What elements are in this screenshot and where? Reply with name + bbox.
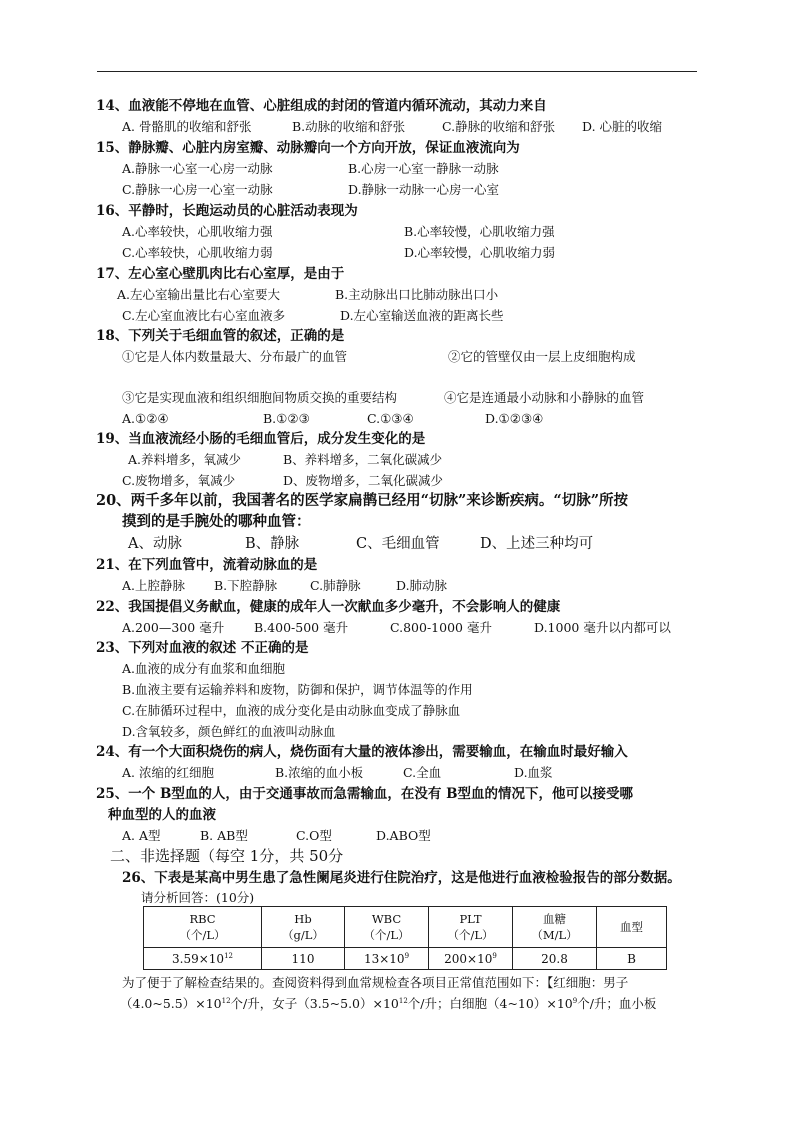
option-d[interactable]: D.1000 毫升以内都可以 bbox=[534, 620, 671, 635]
q18-statements-34 bbox=[122, 389, 644, 407]
q25-stem-1: 25、一个 B型血的人，由于交通事故而急需输血，在没有 B型血的情况下，他可以接受哪 bbox=[96, 786, 634, 802]
header-rbc: RBC （个/L） bbox=[144, 907, 262, 948]
statement-4: ④它是连通最小动脉和小静脉的血管 bbox=[444, 390, 645, 405]
option-b[interactable]: B.浓缩的血小板 bbox=[275, 765, 364, 780]
q19-options-ab bbox=[128, 451, 442, 469]
q18-statements-12 bbox=[122, 348, 636, 366]
option-a[interactable]: A. A型 bbox=[122, 828, 161, 843]
q18-options bbox=[122, 410, 543, 428]
option-b[interactable]: B.血液主要有运输养料和废物，防御和保护，调节体温等的作用 bbox=[122, 682, 473, 697]
q20-stem-1: 20、两千多年以前，我国著名的医学家扁鹊已经用“切脉”来诊断疾病。“切脉”所按 bbox=[96, 492, 629, 509]
option-d[interactable]: D.含氧较多，颜色鲜红的血液叫动脉血 bbox=[122, 724, 336, 739]
value-rbc: $3.59\times 10^{12}$ bbox=[144, 948, 262, 970]
option-b[interactable]: B.400-500 毫升 bbox=[254, 620, 349, 635]
option-c[interactable]: C.废物增多，氧减少 bbox=[122, 473, 236, 488]
option-b[interactable]: B.①②③ bbox=[263, 411, 310, 426]
option-c[interactable]: C.肺静脉 bbox=[310, 578, 361, 593]
option-a[interactable]: A.上腔静脉 bbox=[122, 578, 186, 593]
header-wbc: WBC （个/L） bbox=[345, 907, 429, 948]
value-hb: 110 bbox=[262, 948, 345, 970]
q19-stem: 19、当血液流经小肠的毛细血管后，成分发生变化的是 bbox=[96, 431, 426, 447]
option-c[interactable]: C.左心室血液比右心室血液多 bbox=[122, 308, 286, 323]
option-a[interactable]: A. 骨骼肌的收缩和舒张 bbox=[122, 119, 252, 134]
q25-stem-2: 种血型的人的血液 bbox=[108, 807, 216, 823]
section-2-heading: 二、非选择题（每空 1分，共 50分 bbox=[110, 847, 344, 865]
q17-options-cd bbox=[122, 307, 504, 325]
option-c[interactable]: C.静脉的收缩和舒张 bbox=[442, 119, 556, 134]
value-blood-type: B bbox=[597, 948, 667, 970]
q21-options bbox=[122, 577, 447, 595]
option-a[interactable]: A.①②④ bbox=[122, 411, 169, 426]
option-a[interactable]: A、动脉 bbox=[128, 536, 182, 552]
q16-options-ab bbox=[122, 223, 555, 241]
option-c[interactable]: C.800-1000 毫升 bbox=[390, 620, 492, 635]
q26-paragraph-1: 为了便于了解检查结果的。查阅资料得到血常规检查各项目正常值范围如下：【红细胞：男子 bbox=[122, 975, 629, 990]
q21-stem: 21、在下列血管中，流着动脉血的是 bbox=[96, 557, 318, 573]
q19-options-cd bbox=[122, 472, 443, 490]
option-d[interactable]: D. 心脏的收缩 bbox=[582, 119, 663, 134]
option-d[interactable]: D.肺动脉 bbox=[396, 578, 448, 593]
q16-stem: 16、平静时，长跑运动员的心脏活动表现为 bbox=[96, 203, 358, 219]
value-glucose: 20.8 bbox=[513, 948, 597, 970]
option-d[interactable]: D、上述三种均可 bbox=[480, 536, 594, 552]
q25-options bbox=[122, 827, 431, 845]
statement-1: ①它是人体内数量最大、分布最广的血管 bbox=[122, 349, 348, 364]
header-glucose: 血糖 （M/L） bbox=[513, 907, 597, 948]
option-d[interactable]: D.左心室输送血液的距离长些 bbox=[340, 308, 504, 323]
option-d[interactable]: D.静脉一动脉一心房一心室 bbox=[348, 182, 500, 197]
option-a[interactable]: A.静脉一心室一心房一动脉 bbox=[122, 161, 273, 176]
q20-stem-2: 摸到的是手腕处的哪种血管： bbox=[122, 513, 311, 530]
option-a[interactable]: A.心率较快，心肌收缩力强 bbox=[122, 224, 273, 239]
q23-stem: 23、下列对血液的叙述 不正确的是 bbox=[96, 640, 309, 656]
option-c[interactable]: C、毛细血管 bbox=[356, 536, 440, 552]
option-c[interactable]: C.静脉一心房一心室一动脉 bbox=[122, 182, 273, 197]
q24-options bbox=[122, 764, 553, 782]
q20-options bbox=[128, 535, 593, 553]
q18-stem: 18、下列关于毛细血管的叙述，正确的是 bbox=[96, 328, 345, 344]
q26-prompt: 请分析回答：(10分) bbox=[141, 890, 255, 905]
option-a[interactable]: A.血液的成分有血浆和血细胞 bbox=[122, 661, 286, 676]
header-blood-type: 血型 bbox=[597, 907, 667, 948]
option-d[interactable]: D.血浆 bbox=[514, 765, 553, 780]
option-b[interactable]: B、静脉 bbox=[245, 536, 300, 552]
option-b[interactable]: B.下腔静脉 bbox=[214, 578, 278, 593]
option-b[interactable]: B、养料增多，二氧化碳减少 bbox=[283, 452, 443, 467]
option-c[interactable]: C.心率较快，心肌收缩力弱 bbox=[122, 245, 273, 260]
statement-3: ③它是实现血液和组织细胞间物质交换的重要结构 bbox=[122, 390, 398, 405]
option-c[interactable]: C.O型 bbox=[296, 828, 332, 843]
option-a[interactable]: A.养料增多，氧减少 bbox=[128, 452, 242, 467]
q22-stem: 22、我国提倡义务献血，健康的成年人一次献血多少毫升，不会影响人的健康 bbox=[96, 599, 561, 615]
option-b[interactable]: B.心率较慢，心肌收缩力强 bbox=[404, 224, 555, 239]
option-c[interactable]: C.全血 bbox=[403, 765, 442, 780]
header-rule bbox=[97, 71, 697, 72]
option-d[interactable]: D.ABO型 bbox=[376, 828, 431, 843]
option-a[interactable]: A.200—300 毫升 bbox=[122, 620, 225, 635]
blood-test-table bbox=[143, 906, 667, 970]
q15-options-ab bbox=[122, 160, 499, 178]
q15-stem: 15、静脉瓣、心脏内房室瓣、动脉瓣向一个方向开放，保证血液流向为 bbox=[96, 140, 520, 156]
value-wbc: $13\times 10^9$ bbox=[345, 948, 429, 970]
q22-options bbox=[122, 619, 671, 637]
value-plt: $200\times 10^9$ bbox=[429, 948, 513, 970]
option-b[interactable]: B.心房一心室一静脉一动脉 bbox=[348, 161, 499, 176]
header-plt: PLT （个/L） bbox=[429, 907, 513, 948]
q26-stem: 26、下表是某高中男生患了急性阑尾炎进行住院治疗，这是他进行血液检验报告的部分数据。 bbox=[122, 870, 681, 886]
option-c[interactable]: C.①③④ bbox=[367, 411, 414, 426]
header-hb: Hb （g/L） bbox=[262, 907, 345, 948]
option-d[interactable]: D.①②③④ bbox=[485, 411, 544, 426]
q17-stem: 17、左心室心壁肌肉比右心室厚，是由于 bbox=[96, 266, 345, 282]
q15-options-cd bbox=[122, 181, 499, 199]
option-b[interactable]: B. AB型 bbox=[200, 828, 248, 843]
q17-options-ab bbox=[117, 286, 498, 304]
option-d[interactable]: D、废物增多，二氧化碳减少 bbox=[283, 473, 444, 488]
q14-stem: 14、血液能不停地在血管、心脏组成的封闭的管道内循环流动，其动力来自 bbox=[96, 98, 547, 114]
statement-2: ②它的管壁仅由一层上皮细胞构成 bbox=[448, 349, 636, 364]
option-b[interactable]: B.主动脉出口比肺动脉出口小 bbox=[335, 287, 499, 302]
q14-options bbox=[122, 118, 662, 136]
option-b[interactable]: B.动脉的收缩和舒张 bbox=[292, 119, 406, 134]
q16-options-cd bbox=[122, 244, 555, 262]
q26-paragraph-2: $(4.0\sim 5.5)\times 10^{12}$个/升，女子$(3.5\sim 5.0)\times 10^{12}$个/升；白细胞$(4\sim 10)\times 10^9$个/升；血小板 bbox=[120, 996, 657, 1011]
option-c[interactable]: C.在肺循环过程中，血液的成分变化是由动脉血变成了静脉血 bbox=[122, 703, 461, 718]
q24-stem: 24、有一个大面积烧伤的病人，烧伤面有大量的液体渗出，需要输血，在输血时最好输入 bbox=[96, 744, 628, 760]
option-a[interactable]: A. 浓缩的红细胞 bbox=[122, 765, 214, 780]
option-a[interactable]: A.左心室输出量比右心室要大 bbox=[117, 287, 281, 302]
option-d[interactable]: D.心率较慢，心肌收缩力弱 bbox=[404, 245, 556, 260]
